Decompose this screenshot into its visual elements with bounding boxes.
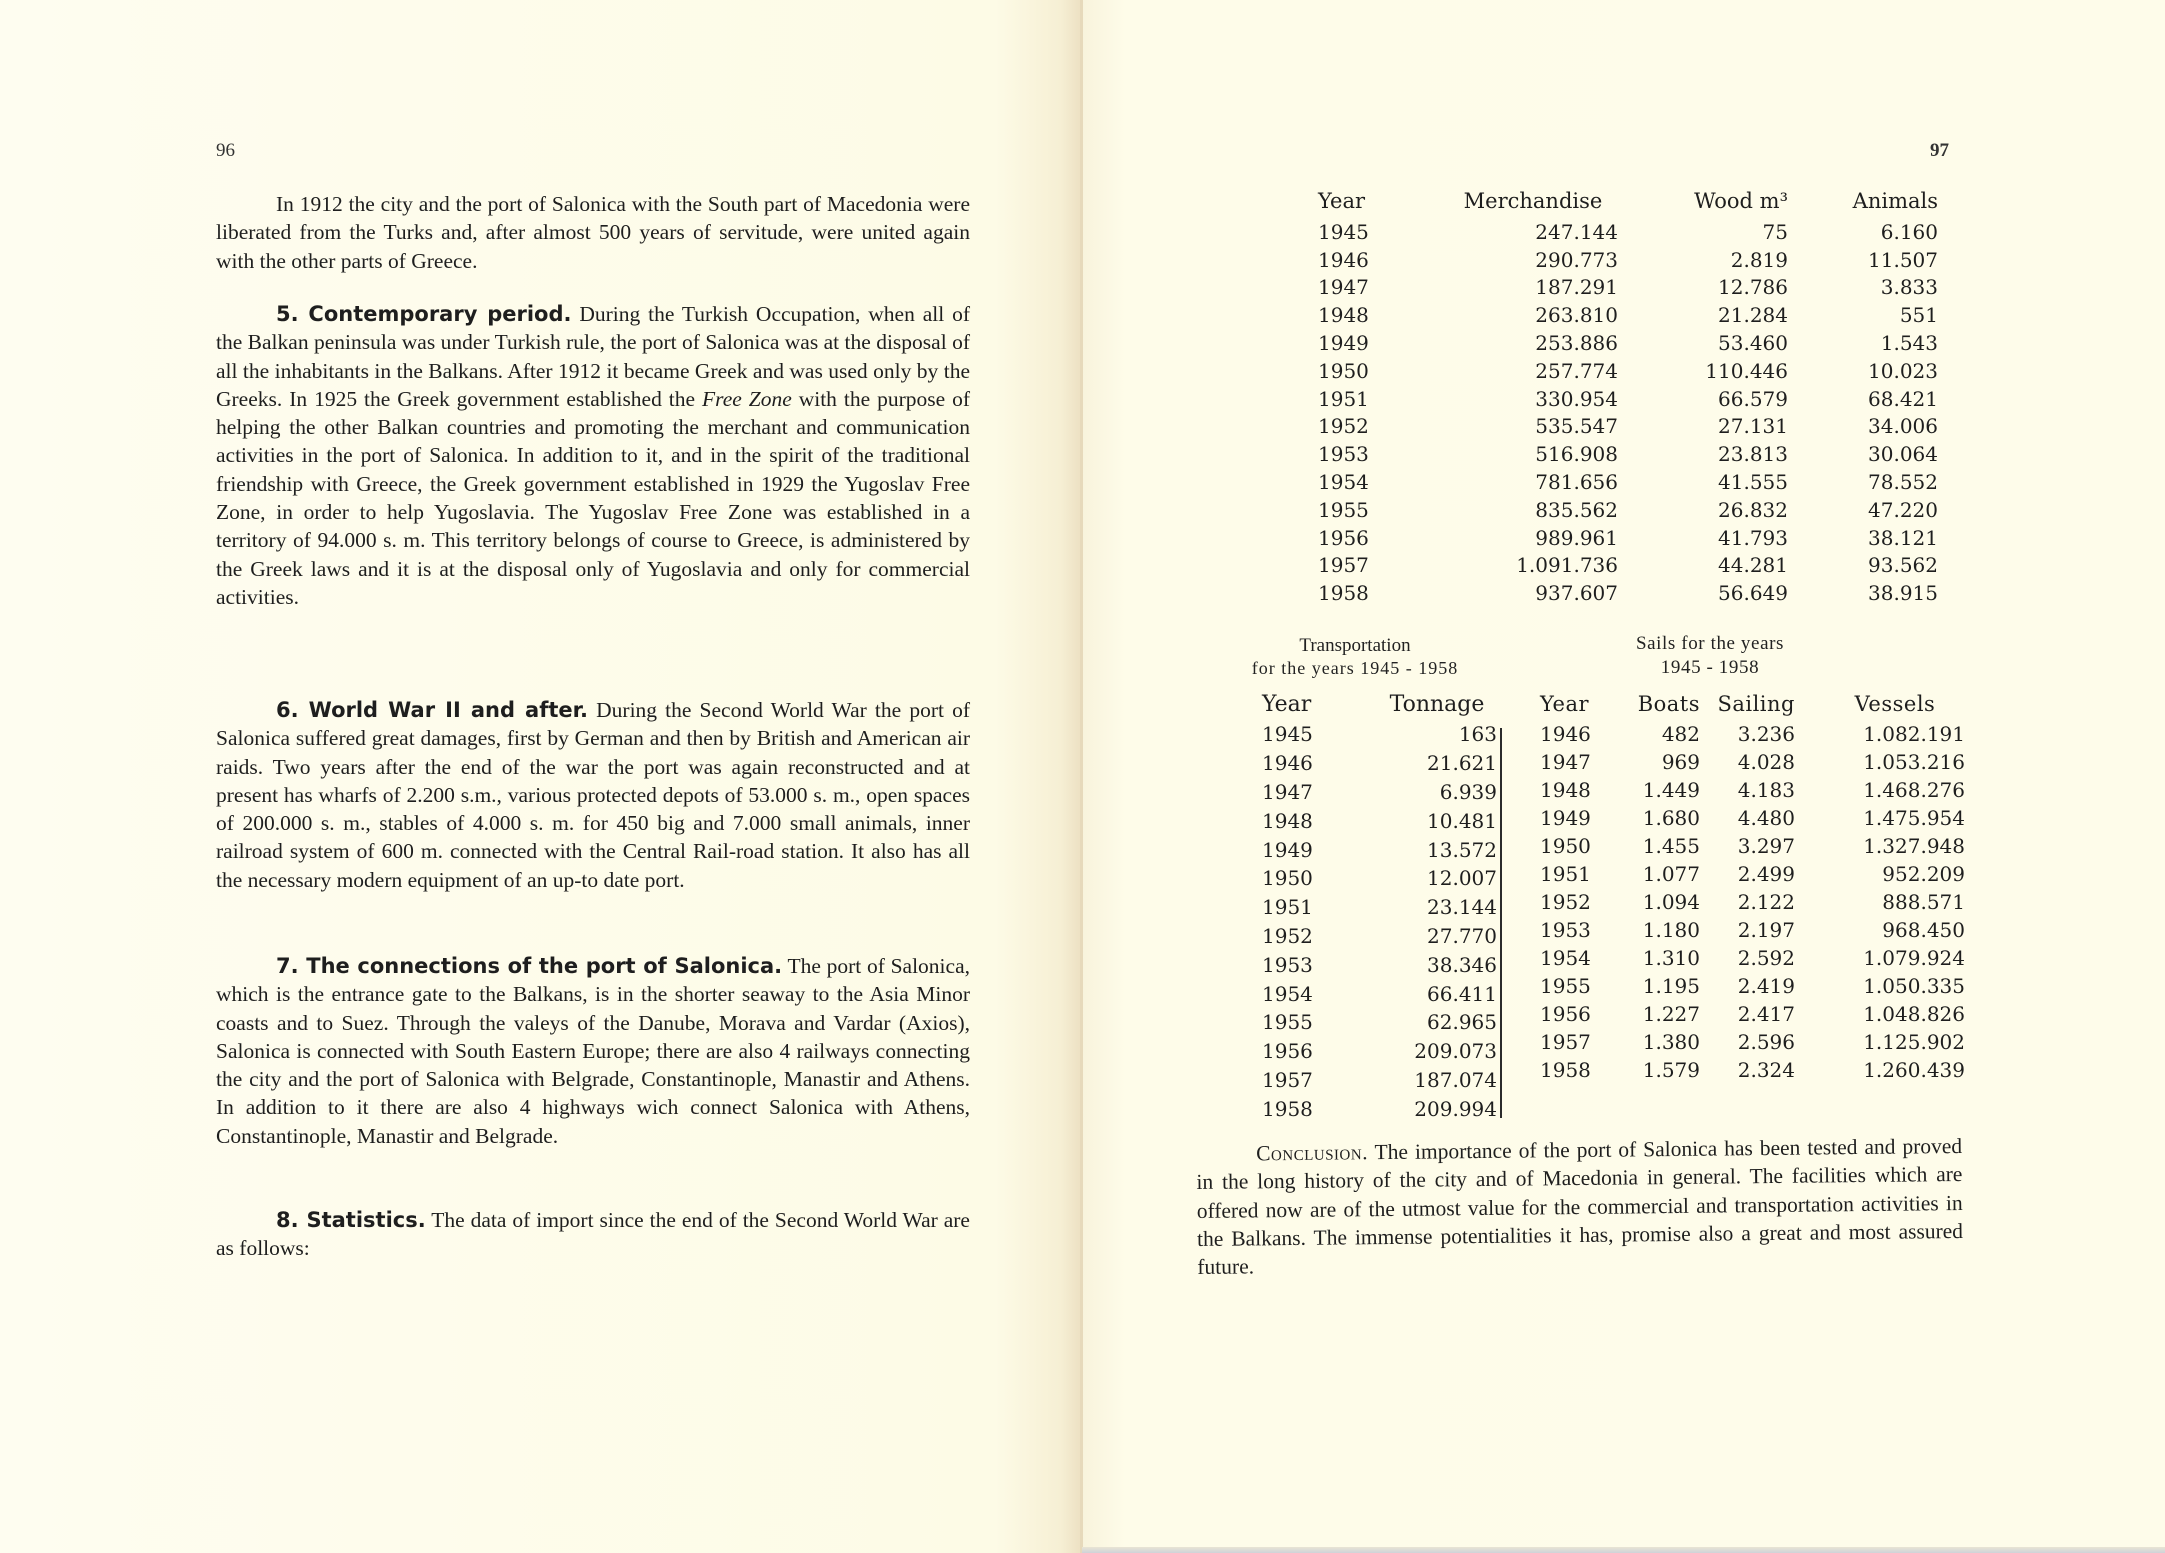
table-row [1540,804,1965,832]
table-row [1262,720,1497,749]
section-text: with the purpose of helping the other Balkan countries and promoting the merchant and communication activities in the port of Salonica. In addition to it, and in the spirit of the traditional friendship with Greece, the Greek government established in 1929 the Yugoslav Free Zone, in order to help Yugoslavia. The Yugoslav Free Zone was established in a territory of 94.000 s. m. This territory belongs of course to Greece, is administered by the Greek laws and it is at the disposal only of Yugoslavia and only for commercial activities. [216,386,970,609]
cell-sailing: 2.122 [1737,890,1795,914]
column-header-sailing: Sailing [1717,692,1795,716]
cell-merchandise: 535.547 [1535,414,1618,439]
page-number-left: 96 [216,140,235,161]
column-header-boats: Boats [1637,692,1700,716]
cell-vessels: 1.082.191 [1863,722,1965,746]
cell-year: 1958 [1262,1096,1313,1121]
cell-vessels: 1.327.948 [1863,834,1965,858]
cell-boats: 1.310 [1642,946,1700,970]
cell-year: 1949 [1540,806,1591,830]
cell-year: 1946 [1262,751,1313,776]
table-header-row [1540,688,1965,720]
table-row [1262,922,1497,951]
cell-wood: 26.832 [1718,497,1788,522]
cell-year: 1950 [1318,358,1369,383]
table-row [1262,749,1497,778]
cell-year: 1955 [1262,1010,1313,1035]
transport-table-caption [1230,635,1480,679]
cell-wood: 56.649 [1718,581,1788,606]
cell-year: 1952 [1318,414,1369,439]
cell-animals: 11.507 [1868,247,1938,272]
cell-animals: 6.160 [1880,219,1938,244]
cell-merchandise: 263.810 [1535,303,1618,328]
sails-table [1540,688,1965,1084]
cell-wood: 2.819 [1730,247,1788,272]
cell-animals: 1.543 [1880,331,1938,356]
table-row [1540,748,1965,776]
cell-year: 1948 [1318,303,1369,328]
cell-year: 1954 [1318,470,1369,495]
table-row [1318,357,1938,385]
cell-boats: 482 [1661,722,1700,746]
cell-vessels: 888.571 [1882,890,1965,914]
table-row [1262,778,1497,807]
cell-year: 1958 [1318,581,1369,606]
caption-title: Sails for the years [1635,633,1785,654]
cell-sailing: 4.183 [1737,778,1795,802]
cell-year: 1953 [1318,442,1369,467]
cell-merchandise: 835.562 [1535,497,1618,522]
table-row [1318,496,1938,524]
section-heading: 8. Statistics. [276,1208,426,1232]
cell-animals: 38.915 [1868,581,1938,606]
cell-year: 1947 [1540,750,1591,774]
column-header-wood: Wood m³ [1694,189,1788,213]
cell-wood: 75 [1762,219,1788,244]
cell-sailing: 2.419 [1737,974,1795,998]
cell-tonnage: 38.346 [1427,952,1497,977]
cell-vessels: 1.475.954 [1863,806,1965,830]
cell-year: 1956 [1318,525,1369,550]
cell-year: 1956 [1540,1002,1591,1026]
page-number-right: 97 [1930,140,1949,161]
table-row [1262,1008,1497,1037]
cell-year: 1953 [1262,952,1313,977]
section-contemporary-period [216,300,970,611]
table-row [1540,720,1965,748]
cell-tonnage: 6.939 [1439,779,1497,804]
section-world-war-ii [216,696,970,894]
cell-year: 1951 [1318,386,1369,411]
cell-animals: 78.552 [1868,470,1938,495]
table-row [1262,1094,1497,1123]
cell-vessels: 1.079.924 [1863,946,1965,970]
cell-tonnage: 209.994 [1414,1096,1497,1121]
table-row [1262,864,1497,893]
table-row [1540,944,1965,972]
table-row [1262,893,1497,922]
conclusion-paragraph [1196,1132,1963,1281]
cell-boats: 1.680 [1642,806,1700,830]
column-header-year: Year [1262,691,1312,717]
cell-year: 1948 [1262,808,1313,833]
section-heading: 6. World War II and after. [276,698,588,722]
section-text: The port of Salonica, which is the entrance gate to the Balkans, is in the shorter seaway to the Asia Minor coasts and to Suez. Through the valeys of the Danube, Morava and Vardar (Axios), Salonica is connected with South Eastern Europe; there are also 4 railways connecting the city and the port of Salonica with Belgrade, Constantinople, Manastir and Athens. In addition to it there are also 4 highways wich connect Salonica with Athens, Constantinople, Manastir and Belgrade. [216,954,970,1148]
cell-sailing: 4.480 [1737,806,1795,830]
cell-merchandise: 290.773 [1535,247,1618,272]
cell-year: 1946 [1318,247,1369,272]
cell-wood: 27.131 [1718,414,1788,439]
intro-paragraph [216,190,970,275]
cell-tonnage: 23.144 [1427,895,1497,920]
cell-year: 1945 [1318,219,1369,244]
cell-vessels: 1.050.335 [1863,974,1965,998]
caption-title: Transportation [1299,635,1411,656]
transportation-table [1262,688,1497,1123]
cell-merchandise: 989.961 [1535,525,1618,550]
column-header-tonnage: Tonnage [1389,691,1485,717]
cell-year: 1947 [1318,275,1369,300]
table-row [1540,776,1965,804]
table-row [1540,916,1965,944]
cell-merchandise: 247.144 [1535,219,1618,244]
table-row [1318,552,1938,580]
cell-merchandise: 330.954 [1535,386,1618,411]
section-text: During the Second World War the port of Salonica suffered great damages, first by German and then by British and American air raids. Two years after the end of the war the port was again reconstructed and at present has wharfs of 2.200 s.m., various protected depots of 53.000 s. m., open spaces of 200.000 s. m., stables of 4.000 s. m. for 450 big and 7.000 small animals, inner railroad system of 600 m. connected with the Central Rail-road station. It also has all the necessary modern equipment of an up-to date port. [216,698,970,892]
cell-tonnage: 21.621 [1427,751,1497,776]
cell-wood: 44.281 [1718,553,1788,578]
table-row [1262,1066,1497,1095]
cell-vessels: 968.450 [1882,918,1965,942]
caption-subtitle: for the years 1945 - 1958 [1251,658,1459,678]
table-row [1318,385,1938,413]
cell-tonnage: 187.074 [1414,1067,1497,1092]
section-text-italic: Free Zone [702,386,792,411]
book-spine [1080,0,1083,1553]
table-header-row [1262,688,1497,720]
cell-wood: 110.446 [1705,358,1788,383]
cell-year: 1948 [1540,778,1591,802]
cell-tonnage: 62.965 [1427,1010,1497,1035]
cell-year: 1945 [1262,722,1313,747]
table-row [1318,524,1938,552]
table-row [1262,1037,1497,1066]
cell-merchandise: 781.656 [1535,470,1618,495]
cell-sailing: 3.297 [1737,834,1795,858]
table-row [1540,972,1965,1000]
column-header-year: Year [1318,189,1366,213]
cell-animals: 47.220 [1868,497,1938,522]
cell-boats: 1.180 [1642,918,1700,942]
table-row [1318,468,1938,496]
conclusion-label: Conclusion. [1256,1140,1369,1166]
cell-year: 1956 [1262,1039,1313,1064]
section-statistics [216,1206,970,1263]
section-heading: 5. Contemporary period. [276,302,572,326]
section-heading: 7. The connections of the port of Salonica. [276,954,783,978]
cell-tonnage: 12.007 [1427,866,1497,891]
cell-merchandise: 516.908 [1535,442,1618,467]
table-row [1540,1056,1965,1084]
cell-tonnage: 163 [1458,722,1497,747]
cell-boats: 1.094 [1642,890,1700,914]
intro-text: In 1912 the city and the port of Salonica with the South part of Macedonia were liberated from the Turks and, after almost 500 years of servitude, were united again with the other parts of Greece. [216,192,970,273]
cell-year: 1951 [1540,862,1591,886]
cell-vessels: 1.053.216 [1863,750,1965,774]
sails-table-caption [1600,632,1820,680]
cell-vessels: 1.125.902 [1863,1030,1965,1054]
cell-boats: 1.380 [1642,1030,1700,1054]
cell-year: 1946 [1540,722,1591,746]
cell-tonnage: 27.770 [1427,923,1497,948]
cell-sailing: 3.236 [1737,722,1795,746]
table-row [1262,835,1497,864]
caption-subtitle: 1945 - 1958 [1660,657,1760,678]
cell-year: 1954 [1540,946,1591,970]
table-divider [1500,728,1502,1118]
section-text: During the Turkish Occupation, when all of the Balkan peninsula was under Turkish rule, the port of Salonica was at the disposal of all the inhabitants in the Balkans. After 1912 it became Greek and was used only by the Greeks. In 1925 the Greek government established the [216,302,970,411]
cell-wood: 21.284 [1718,303,1788,328]
cell-vessels: 1.048.826 [1863,1002,1965,1026]
cell-tonnage: 66.411 [1427,981,1497,1006]
table-row [1318,329,1938,357]
cell-wood: 12.786 [1718,275,1788,300]
cell-year: 1955 [1318,497,1369,522]
cell-animals: 10.023 [1868,358,1938,383]
cell-merchandise: 187.291 [1535,275,1618,300]
table-row [1318,301,1938,329]
cell-merchandise: 257.774 [1535,358,1618,383]
cell-animals: 93.562 [1868,553,1938,578]
cell-merchandise: 937.607 [1535,581,1618,606]
column-header-animals: Animals [1852,189,1938,213]
table-row [1318,246,1938,274]
cell-year: 1953 [1540,918,1591,942]
cell-boats: 1.449 [1642,778,1700,802]
cell-sailing: 2.596 [1737,1030,1795,1054]
conclusion-text: The importance of the port of Salonica has been tested and proved in the long history of the city and of Macedonia in general. The facilities which are offered now are of the utmost value for the commercial and transportation activities in the Balkans. The immense potentialities it has, promise also a great and most assured future. [1196,1133,1964,1280]
cell-tonnage: 209.073 [1414,1039,1497,1064]
cell-sailing: 2.324 [1737,1058,1795,1082]
column-header-year: Year [1540,692,1590,716]
table-row [1540,832,1965,860]
cell-year: 1952 [1262,923,1313,948]
page-bottom-edge [1082,1547,2165,1553]
import-statistics-table [1318,184,1938,607]
cell-boats: 1.579 [1642,1058,1700,1082]
table-row [1540,860,1965,888]
table-header-row [1318,184,1938,218]
table-row [1262,979,1497,1008]
table-row [1318,218,1938,246]
cell-year: 1951 [1262,895,1313,920]
column-header-vessels: Vessels [1854,692,1936,716]
table-row [1540,888,1965,916]
cell-year: 1955 [1540,974,1591,998]
section-text: The data of import since the end of the Second World War are as follows: [216,1208,970,1261]
cell-animals: 551 [1899,303,1938,328]
cell-vessels: 952.209 [1882,862,1965,886]
cell-animals: 68.421 [1868,386,1938,411]
cell-year: 1950 [1540,834,1591,858]
cell-animals: 3.833 [1880,275,1938,300]
cell-boats: 1.455 [1642,834,1700,858]
section-connections [216,952,970,1150]
cell-boats: 1.077 [1642,862,1700,886]
cell-animals: 30.064 [1868,442,1938,467]
cell-wood: 41.555 [1718,470,1788,495]
cell-vessels: 1.260.439 [1863,1058,1965,1082]
cell-wood: 53.460 [1718,331,1788,356]
table-row [1540,1028,1965,1056]
cell-sailing: 4.028 [1737,750,1795,774]
cell-animals: 38.121 [1868,525,1938,550]
table-row [1540,1000,1965,1028]
table-row [1262,950,1497,979]
cell-boats: 969 [1661,750,1700,774]
cell-year: 1958 [1540,1058,1591,1082]
cell-sailing: 2.197 [1737,918,1795,942]
cell-tonnage: 13.572 [1427,837,1497,862]
column-header-merchandise: Merchandise [1463,189,1603,213]
cell-wood: 66.579 [1718,386,1788,411]
cell-animals: 34.006 [1868,414,1938,439]
cell-sailing: 2.499 [1737,862,1795,886]
cell-sailing: 2.592 [1737,946,1795,970]
cell-year: 1950 [1262,866,1313,891]
cell-boats: 1.195 [1642,974,1700,998]
cell-year: 1954 [1262,981,1313,1006]
cell-wood: 41.793 [1718,525,1788,550]
cell-year: 1957 [1540,1030,1591,1054]
cell-merchandise: 1.091.736 [1516,553,1618,578]
cell-year: 1949 [1318,331,1369,356]
cell-year: 1957 [1262,1067,1313,1092]
table-row [1318,440,1938,468]
cell-year: 1949 [1262,837,1313,862]
cell-wood: 23.813 [1718,442,1788,467]
cell-year: 1947 [1262,779,1313,804]
cell-year: 1957 [1318,553,1369,578]
cell-year: 1952 [1540,890,1591,914]
cell-tonnage: 10.481 [1427,808,1497,833]
cell-vessels: 1.468.276 [1863,778,1965,802]
table-row [1318,413,1938,441]
cell-sailing: 2.417 [1737,1002,1795,1026]
table-row [1318,274,1938,302]
table-row [1318,579,1938,607]
cell-merchandise: 253.886 [1535,331,1618,356]
table-row [1262,806,1497,835]
cell-boats: 1.227 [1642,1002,1700,1026]
